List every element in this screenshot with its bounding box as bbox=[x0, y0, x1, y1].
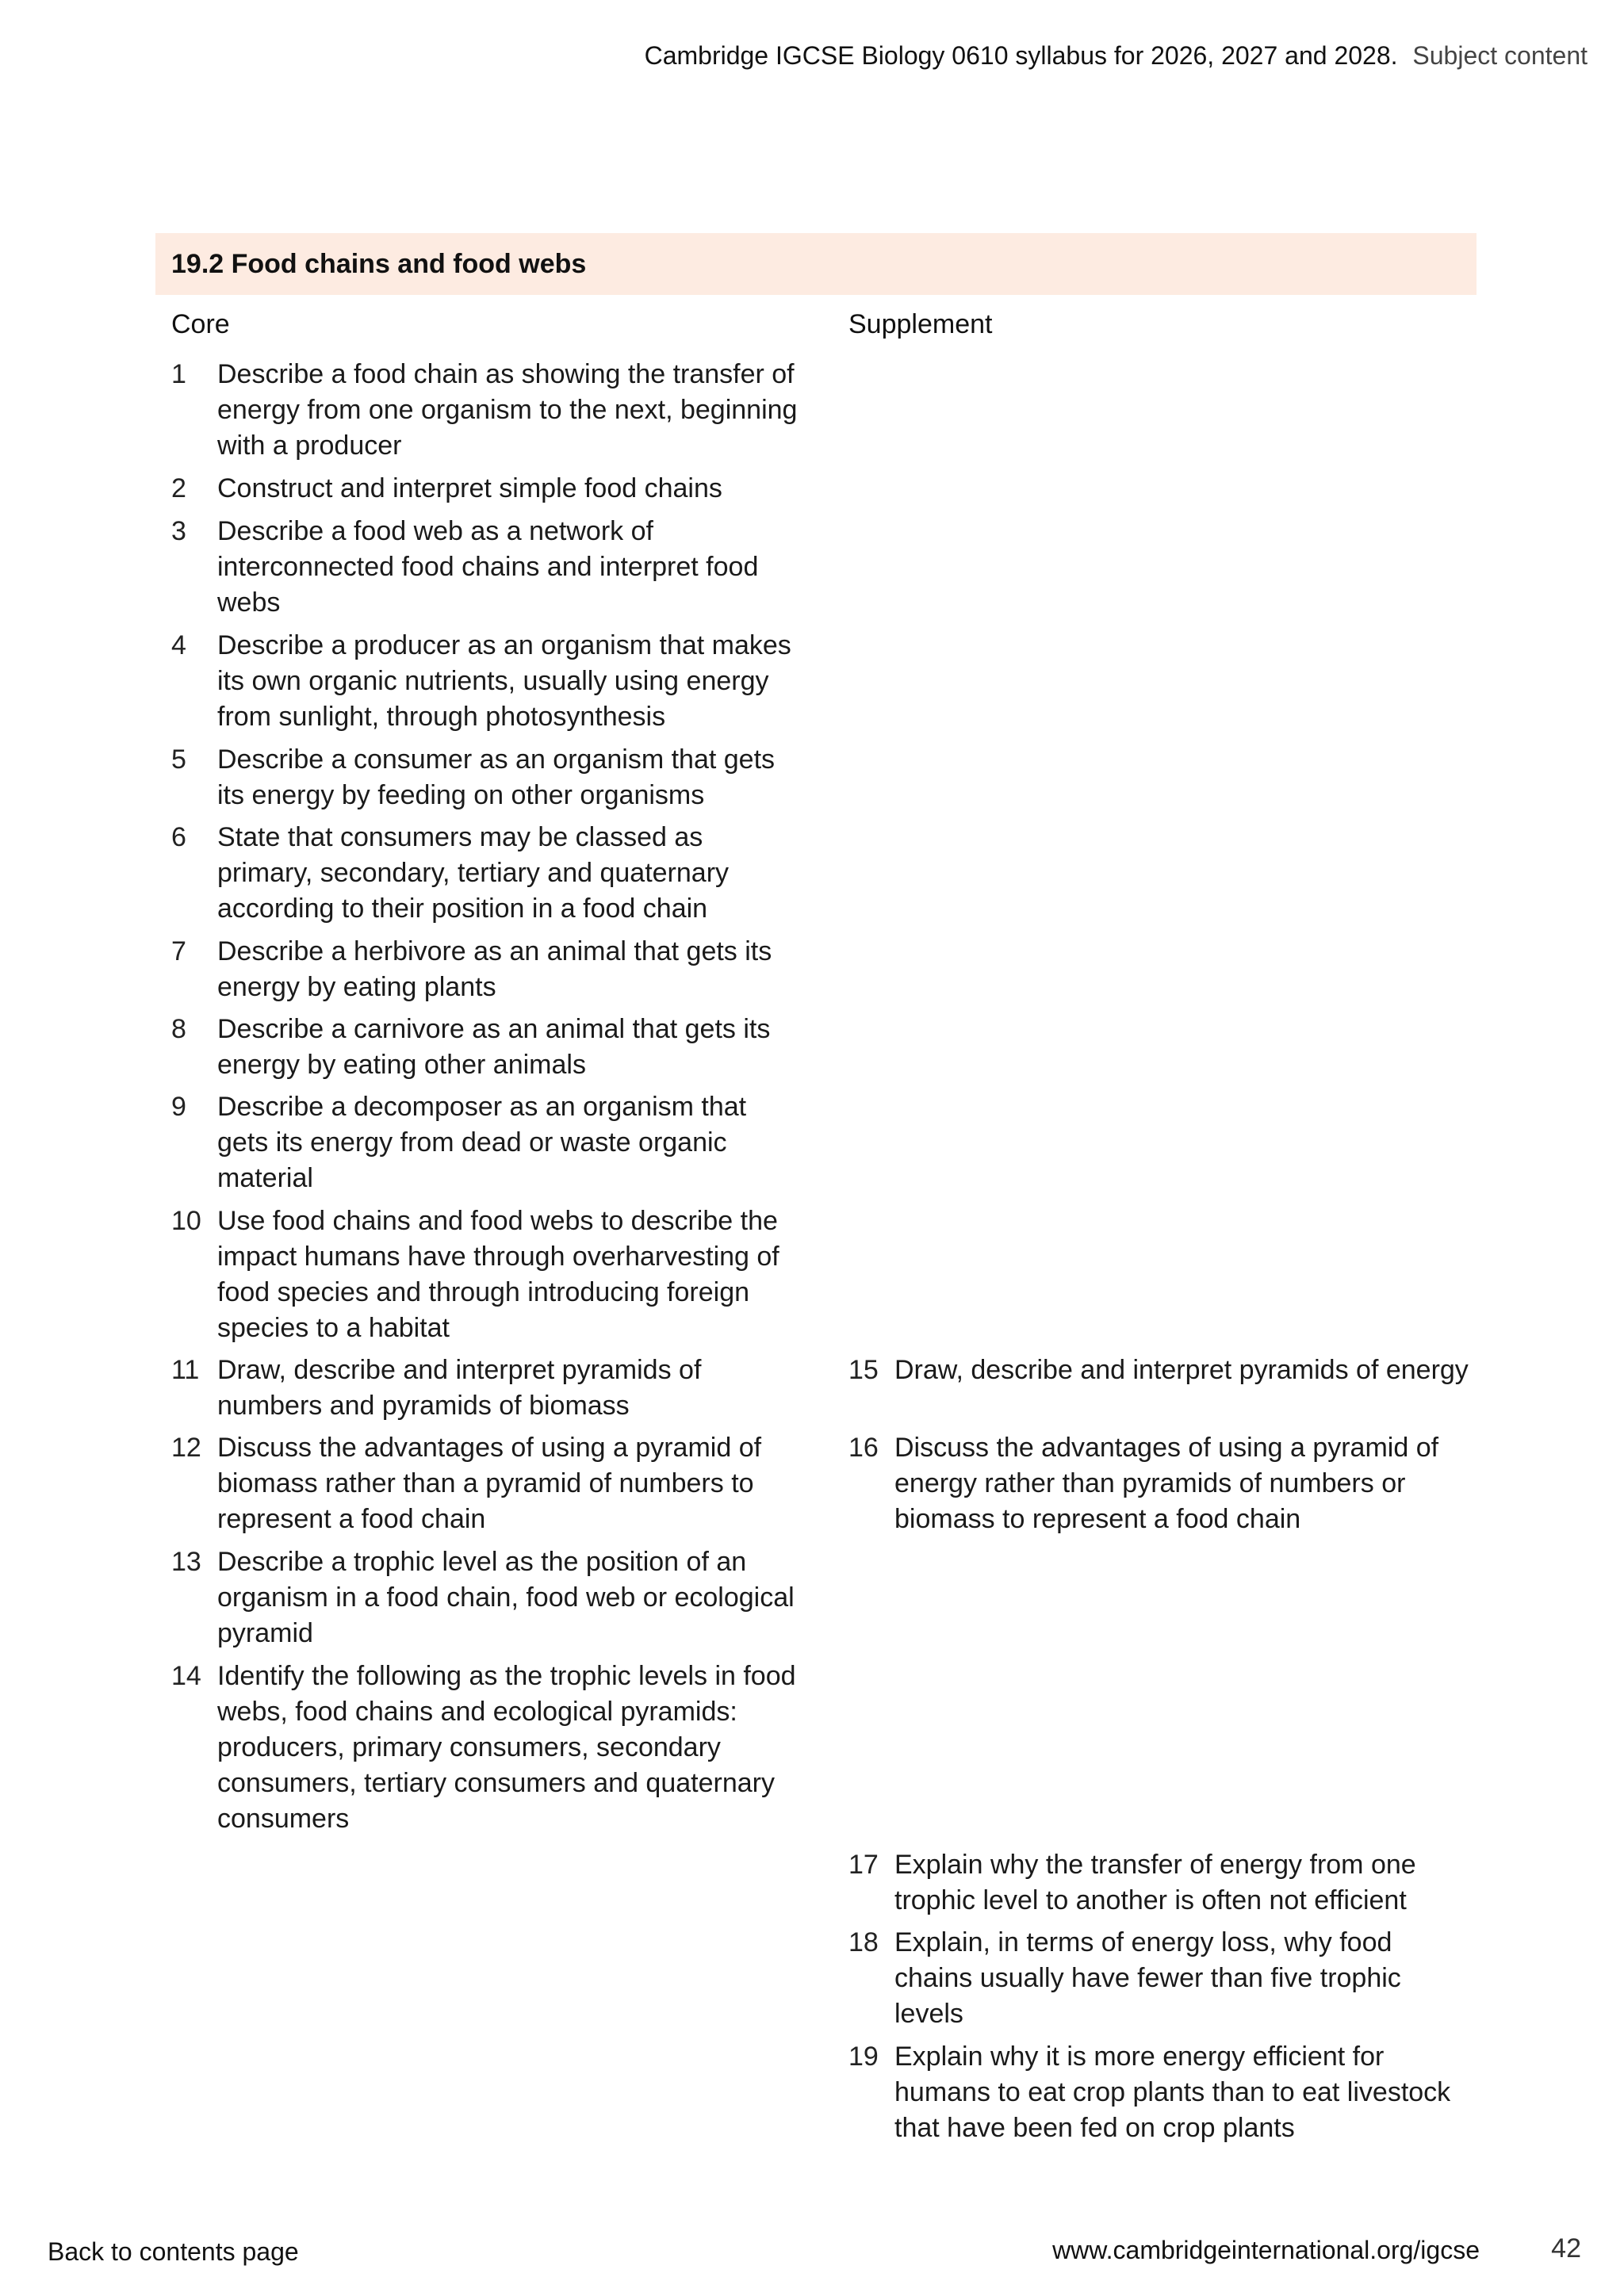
item-text: Draw, describe and interpret pyramids of numbers and pyramids of biomass bbox=[217, 1355, 702, 1421]
item-number: 19 bbox=[848, 2042, 879, 2072]
item-number: 9 bbox=[171, 1092, 186, 1122]
item-text: Discuss the advantages of using a pyramid of biomass rather than a pyramid of numbers to represent a food chain bbox=[217, 1433, 762, 1534]
item-text: Explain, in terms of energy loss, why food chains usually have fewer than five trophic levels bbox=[894, 1927, 1401, 2029]
core-item-10 bbox=[171, 1203, 798, 1346]
item-number: 18 bbox=[848, 1927, 879, 1957]
item-text: Construct and interpret simple food chains bbox=[217, 473, 722, 503]
item-text: Discuss the advantages of using a pyramid of energy rather than pyramids of numbers or biomass to represent a food chain bbox=[894, 1433, 1439, 1534]
supplement-item-19 bbox=[848, 2039, 1475, 2146]
core-item-4 bbox=[171, 628, 798, 735]
core-item-14 bbox=[171, 1659, 798, 1837]
item-text: Draw, describe and interpret pyramids of energy bbox=[894, 1355, 1469, 1385]
item-number: 3 bbox=[171, 516, 186, 546]
core-item-2 bbox=[171, 471, 798, 507]
supplement-heading: Supplement bbox=[848, 309, 993, 339]
running-header bbox=[645, 40, 1588, 71]
core-item-13 bbox=[171, 1544, 798, 1651]
item-number: 10 bbox=[171, 1206, 201, 1236]
item-number: 14 bbox=[171, 1661, 201, 1691]
item-number: 15 bbox=[848, 1355, 879, 1385]
item-number: 8 bbox=[171, 1014, 186, 1044]
item-text: Describe a herbivore as an animal that gets its energy by eating plants bbox=[217, 936, 772, 1002]
item-text: Describe a producer as an organism that makes its own organic nutrients, usually using energy from sunlight, through photosynthesis bbox=[217, 630, 791, 732]
item-text: Identify the following as the trophic levels in food webs, food chains and ecological pyramids: producers, primary consumers, secondary consumers, tertiary consumers and quaternary consumers bbox=[217, 1661, 796, 1834]
item-number: 13 bbox=[171, 1547, 201, 1577]
supplement-item-16 bbox=[848, 1430, 1475, 1537]
section-heading-bar bbox=[155, 233, 1477, 295]
supplement-item-17 bbox=[848, 1847, 1475, 1919]
document-title: Cambridge IGCSE Biology 0610 syllabus for 2026, 2027 and 2028. bbox=[644, 41, 1398, 70]
supplement-item-15 bbox=[848, 1353, 1475, 1388]
core-item-6 bbox=[171, 820, 798, 927]
core-item-11 bbox=[171, 1353, 798, 1424]
item-number: 6 bbox=[171, 822, 186, 852]
core-column bbox=[171, 304, 798, 1834]
item-number: 2 bbox=[171, 473, 186, 503]
item-text: Describe a carnivore as an animal that gets its energy by eating other animals bbox=[217, 1014, 771, 1080]
page-number: 42 bbox=[1551, 2233, 1581, 2263]
supplement-column bbox=[848, 304, 1475, 2143]
item-text: Describe a trophic level as the position of an organism in a food chain, food web or ecological pyramid bbox=[217, 1547, 795, 1648]
core-item-3 bbox=[171, 514, 798, 621]
core-item-7 bbox=[171, 934, 798, 1005]
section-title: 19.2 Food chains and food webs bbox=[171, 248, 587, 279]
section-label: Subject content bbox=[1412, 41, 1588, 70]
item-number: 12 bbox=[171, 1433, 201, 1463]
item-text: Describe a food chain as showing the transfer of energy from one organism to the next, beginning with a producer bbox=[217, 359, 798, 461]
core-item-9 bbox=[171, 1089, 798, 1196]
website-link[interactable]: www.cambridgeinternational.org/igcse bbox=[1052, 2236, 1480, 2264]
item-text: Explain why the transfer of energy from one trophic level to another is often not efficient bbox=[894, 1850, 1416, 1915]
item-number: 5 bbox=[171, 744, 186, 775]
back-to-contents-link[interactable]: Back to contents page bbox=[48, 2237, 299, 2266]
core-item-5 bbox=[171, 742, 798, 813]
item-number: 11 bbox=[171, 1355, 200, 1385]
item-text: Explain why it is more energy efficient for humans to eat crop plants than to eat livestock that have been fed on crop plants bbox=[894, 2042, 1451, 2143]
supplement-item-18 bbox=[848, 1925, 1475, 2032]
core-item-8 bbox=[171, 1012, 798, 1083]
item-number: 16 bbox=[848, 1433, 879, 1463]
core-heading: Core bbox=[171, 309, 230, 339]
item-number: 1 bbox=[171, 359, 186, 389]
item-number: 17 bbox=[848, 1850, 879, 1880]
item-text: Describe a consumer as an organism that gets its energy by feeding on other organisms bbox=[217, 744, 776, 810]
core-item-12 bbox=[171, 1430, 798, 1537]
item-number: 7 bbox=[171, 936, 186, 966]
core-item-1 bbox=[171, 357, 798, 464]
item-text: Describe a food web as a network of interconnected food chains and interpret food webs bbox=[217, 516, 759, 618]
item-text: Use food chains and food webs to describe the impact humans have through overharvesting of food species and through introducing foreign species to a habitat bbox=[217, 1206, 779, 1343]
item-text: State that consumers may be classed as primary, secondary, tertiary and quaternary according to their position in a food chain bbox=[217, 822, 730, 924]
item-number: 4 bbox=[171, 630, 186, 660]
item-text: Describe a decomposer as an organism that gets its energy from dead or waste organic material bbox=[217, 1092, 747, 1193]
